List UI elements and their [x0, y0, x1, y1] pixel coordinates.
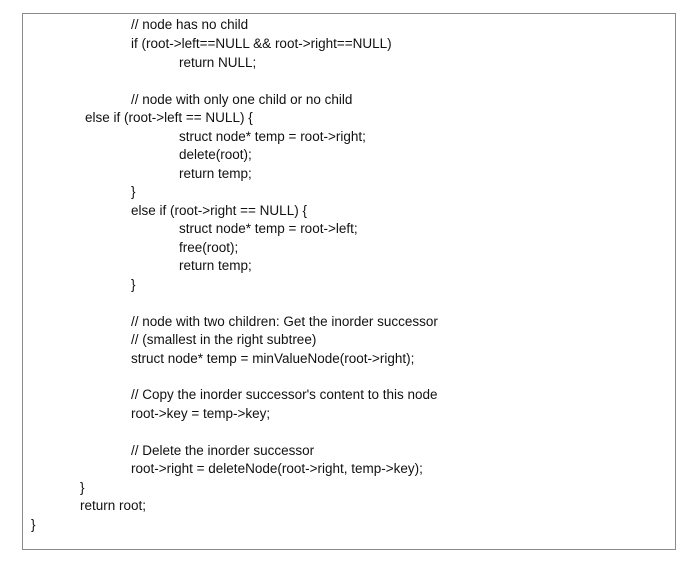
temp-left: struct node* temp = root->left; [179, 221, 358, 236]
if-no-child: if (root->left==NULL && root->right==NULL) [131, 36, 392, 51]
return-temp-1: return temp; [179, 166, 252, 181]
close-brace-1: } [131, 184, 136, 199]
comment-no-child: // node has no child [131, 17, 249, 32]
free-root: free(root); [179, 240, 239, 255]
temp-right: struct node* temp = root->right; [179, 129, 366, 144]
else-if-right-null: else if (root->right == NULL) { [131, 203, 307, 218]
close-brace-final: } [31, 517, 36, 532]
root-right-assign: root->right = deleteNode(root->right, temp->key); [131, 461, 423, 476]
root-key-assign: root->key = temp->key; [131, 406, 271, 421]
return-null: return NULL; [179, 55, 257, 70]
comment-two-children: // node with two children: Get the inorder successor [131, 314, 438, 329]
temp-min-value: struct node* temp = minValueNode(root->right); [131, 351, 415, 366]
comment-delete-successor: // Delete the inorder successor [131, 443, 315, 458]
delete-root: delete(root); [179, 147, 252, 162]
comment-copy: // Copy the inorder successor's content to this node [131, 387, 438, 402]
comment-smallest: // (smallest in the right subtree) [131, 332, 317, 347]
else-if-left-null: else if (root->left == NULL) { [85, 110, 253, 125]
return-temp-2: return temp; [179, 258, 252, 273]
close-brace-3: } [80, 480, 85, 495]
return-root: return root; [80, 498, 147, 513]
comment-one-child: // node with only one child or no child [131, 92, 353, 107]
close-brace-2: } [131, 277, 136, 292]
